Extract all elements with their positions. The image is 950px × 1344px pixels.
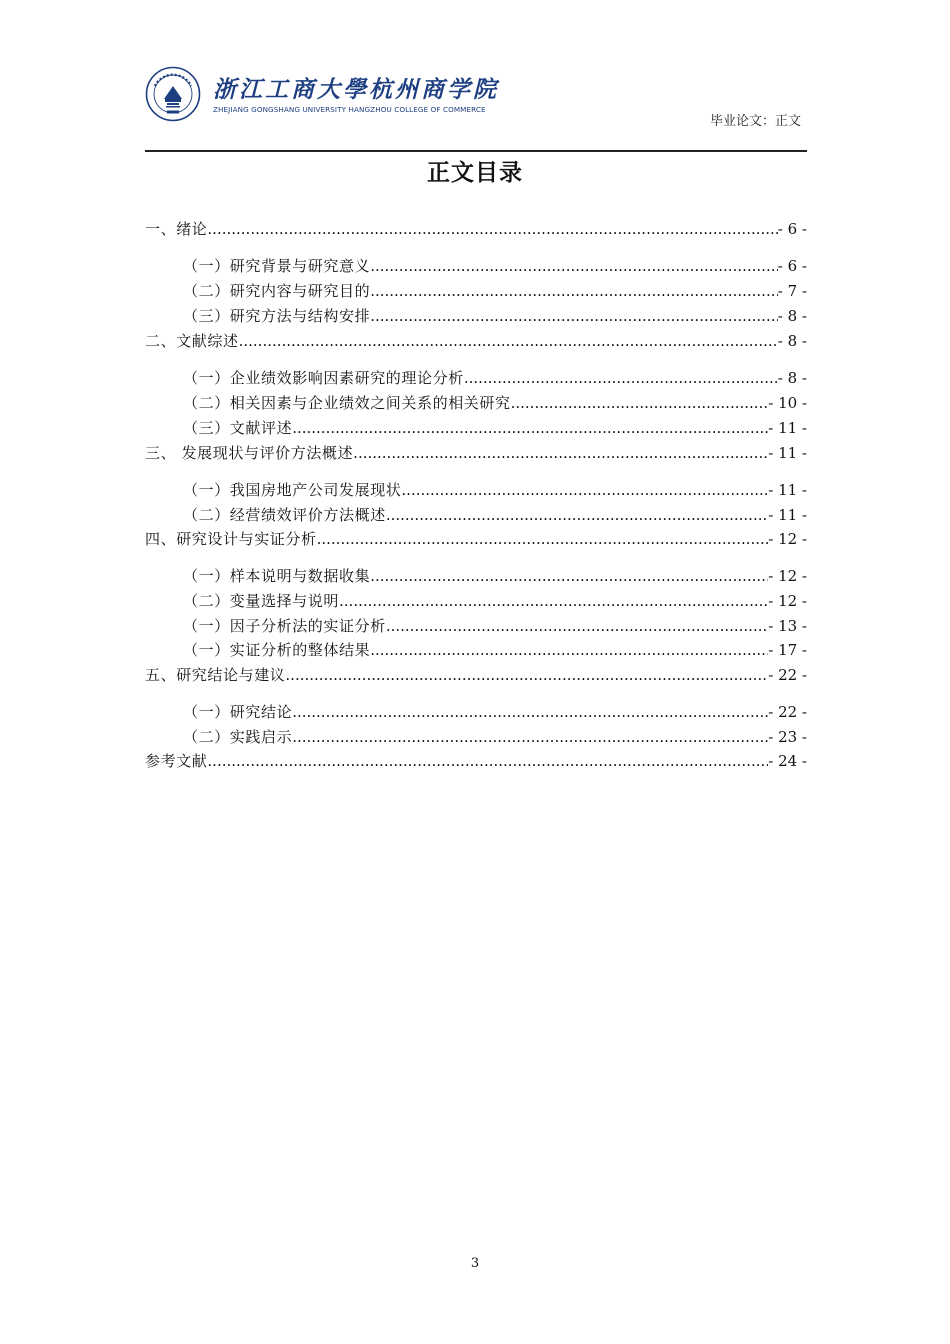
toc-page-number: - 17 - [768,641,807,659]
toc-dot-leader [292,419,768,437]
toc-page-number: - 24 - [768,752,807,770]
toc-dot-leader [207,752,768,770]
toc-entry-label: 二、文献综述 [145,332,239,350]
toc-dot-leader [386,617,768,635]
toc-subentry[interactable] [145,255,807,279]
toc-entry-label: 五、研究结论与建议 [145,666,286,684]
toc-entry-label: 四、研究设计与实证分析 [145,530,317,548]
toc-dot-leader [386,506,768,524]
toc-entry-label: （二）经营绩效评价方法概述 [183,506,386,524]
logo-english-name: ZHEJIANG GONGSHANG UNIVERSITY HANGZHOU COLLEGE OF COMMERCE [213,105,486,114]
toc-entry[interactable] [145,750,807,774]
toc-page-number: - 11 - [768,444,807,462]
toc-dot-leader [464,369,778,387]
page-header [145,66,807,152]
toc-subentry[interactable] [145,417,807,441]
toc-page-number: - 22 - [768,666,807,684]
toc-entry[interactable] [145,664,807,688]
toc-page-number: - 23 - [768,728,807,746]
toc-page-number: - 13 - [768,617,807,635]
toc-dot-leader [370,257,778,275]
toc-entry-label: （二）实践启示 [183,728,293,746]
toc-entry-label: （二）变量选择与说明 [183,592,340,610]
toc-entry-label: 一、绪论 [145,220,208,238]
toc-entry-label: （一）研究背景与研究意义 [183,257,371,275]
page-number: 3 [470,1256,480,1271]
toc-page-number: - 12 - [768,530,807,548]
university-seal-logo [145,66,201,122]
toc-dot-leader [207,220,777,238]
toc-page-number: - 12 - [768,567,807,585]
university-wordmark [213,76,513,114]
toc-page-number: - 12 - [768,592,807,610]
toc-entry-label: （一）样本说明与数据收集 [183,567,371,585]
toc-dot-leader [292,728,768,746]
toc-dot-leader [511,394,769,412]
toc-page-number: - 11 - [768,419,807,437]
toc-entry-label: （一）我国房地产公司发展现状 [183,481,402,499]
toc-subentry[interactable] [145,367,807,391]
toc-entry[interactable] [145,528,807,552]
toc-entry-label: （一）实证分析的整体结果 [183,641,371,659]
toc-subentry[interactable] [145,701,807,725]
toc-subentry[interactable] [145,305,807,329]
toc-page-number: - 6 - [777,257,807,275]
toc-page-number: - 7 - [777,282,807,300]
logo-chinese-name: 浙江工商大學杭州商学院 [213,77,499,103]
toc-subentry[interactable] [145,280,807,304]
toc-dot-leader [292,703,768,721]
toc-page-number: - 8 - [777,332,807,350]
toc-entry-label: （一）企业绩效影响因素研究的理论分析 [183,369,464,387]
toc-subentry[interactable] [145,726,807,750]
toc-dot-leader [353,444,768,462]
toc-entry[interactable] [145,218,807,242]
toc-entry-label: （一）研究结论 [183,703,293,721]
toc-dot-leader [317,530,769,548]
toc-page-number: - 8 - [777,307,807,325]
toc-entry-label: 参考文献 [145,752,208,770]
toc-dot-leader [370,282,778,300]
toc-page-number: - 6 - [777,220,807,238]
toc-entry-label: （三）文献评述 [183,419,293,437]
toc-entry-label: 三、 发展现状与评价方法概述 [145,444,354,462]
toc-entry[interactable] [145,442,807,466]
toc-entry-label: （二）相关因素与企业绩效之间关系的相关研究 [183,394,511,412]
toc-page-number: - 11 - [768,506,807,524]
header-divider [145,150,807,152]
header-section-label: 毕业论文：正文 [709,114,801,129]
toc-dot-leader [370,567,768,585]
toc-entry-label: （二）研究内容与研究目的 [183,282,371,300]
toc-subentry[interactable] [145,590,807,614]
toc-subentry[interactable] [145,639,807,663]
toc-dot-leader [370,641,768,659]
toc-entry-label: （一）因子分析法的实证分析 [183,617,386,635]
toc-page-number: - 10 - [768,394,807,412]
page-title: 正文目录 [427,160,523,186]
toc-subentry[interactable] [145,392,807,416]
toc-page-number: - 22 - [768,703,807,721]
toc-page-number: - 11 - [768,481,807,499]
toc-subentry[interactable] [145,504,807,528]
toc-dot-leader [401,481,768,499]
toc-subentry[interactable] [145,479,807,503]
toc-entry-label: （三）研究方法与结构安排 [183,307,371,325]
toc-page-number: - 8 - [777,369,807,387]
toc-dot-leader [339,592,768,610]
toc-subentry[interactable] [145,565,807,589]
toc-dot-leader [370,307,778,325]
toc-entry[interactable] [145,330,807,354]
toc-dot-leader [239,332,778,350]
toc-subentry[interactable] [145,615,807,639]
toc-dot-leader [285,666,768,684]
